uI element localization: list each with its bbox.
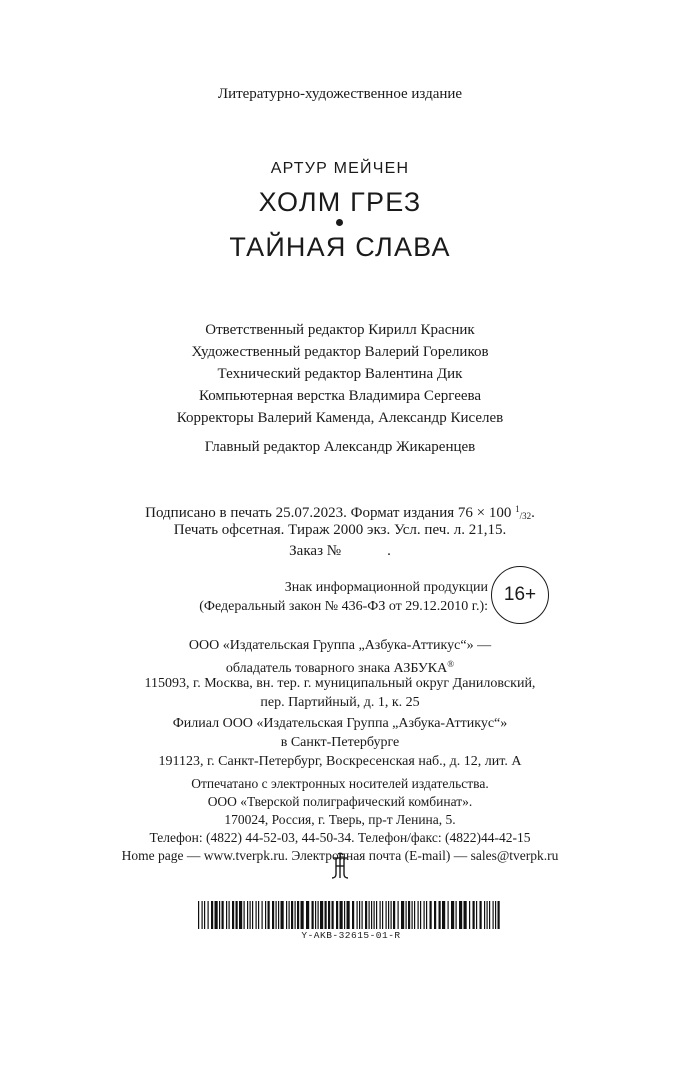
print-order-line xyxy=(0,541,680,562)
printer-line-2: ООО «Тверской полиграфический комбинат». xyxy=(207,794,473,809)
printer-logo-icon xyxy=(331,852,349,880)
title-separator-dot xyxy=(336,219,343,226)
order-label: Заказ № xyxy=(289,543,342,559)
branch-line-3: 191123, г. Санкт-Петербург, Воскресенская наб., д. 12, лит. А xyxy=(158,754,522,769)
publisher-trademark-text: обладатель товарного знака АЗБУКА xyxy=(225,661,448,676)
print-signed-text: Подписано в печать 25.07.2023. Формат издания 76 × 100 xyxy=(145,505,512,521)
credit-layout: Компьютерная верстка Владимира Сергеева xyxy=(198,388,482,404)
format-numerator: 1 xyxy=(515,504,520,514)
book-title-2: ТАЙНАЯ СЛАВА xyxy=(229,232,451,262)
barcode-label: Y-AKB-32615-01-R xyxy=(301,930,401,941)
print-run-line: Печать офсетная. Тираж 2000 экз. Усл. печ. л. 21,15. xyxy=(173,522,507,538)
publisher-line-3: 115093, г. Москва, вн. тер. г. муниципальный округ Даниловский, xyxy=(144,676,536,691)
printer-contacts: Телефон: (4822) 44-52-03, 44-50-34. Телефон/факс: (4822)44-42-15 xyxy=(149,830,531,845)
printer-web-email: Home page — www.tverpk.ru. Электронная почта (E-mail) — sales@tverpk.ru xyxy=(121,848,559,863)
printer-line-1: Отпечатано с электронных носителей издательства. xyxy=(191,776,489,791)
publisher-line-4: пер. Партийный, д. 1, к. 25 xyxy=(260,695,420,710)
book-author: АРТУР МЕЙЧЕН xyxy=(270,160,410,177)
credit-executive-editor: Ответственный редактор Кирилл Красник xyxy=(205,322,475,338)
branch-line-1: Филиал ООО «Издательская Группа „Азбука-Аттикус“» xyxy=(172,716,508,731)
book-title-1: ХОЛМ ГРЕЗ xyxy=(258,187,422,217)
credit-proofreaders: Корректоры Валерий Каменда, Александр Киселев xyxy=(176,410,504,426)
printer-line-3: 170024, Россия, г. Тверь, пр-т Ленина, 5. xyxy=(224,812,456,827)
publisher-line-1: ООО «Издательская Группа „Азбука-Аттикус“» — xyxy=(188,638,492,653)
credit-technical-editor: Технический редактор Валентина Дик xyxy=(217,366,463,382)
rating-label-1: Знак информационной продукции xyxy=(284,580,488,595)
format-denominator: /32 xyxy=(519,511,532,521)
registered-mark: ® xyxy=(447,659,455,669)
age-rating-text: 16+ xyxy=(503,584,537,605)
credit-art-editor: Художественный редактор Валерий Гореликов xyxy=(191,344,489,360)
order-suffix: . xyxy=(387,543,391,559)
format-suffix: . xyxy=(531,505,535,521)
rating-label-2: (Федеральный закон № 436-ФЗ от 29.12.2010 г.): xyxy=(199,599,488,614)
age-rating-badge xyxy=(491,566,549,624)
edition-type: Литературно-художественное издание xyxy=(217,86,463,102)
barcode-bars xyxy=(196,901,506,929)
credit-chief-editor: Главный редактор Александр Жикаренцев xyxy=(204,439,476,455)
branch-line-2: в Санкт-Петербурге xyxy=(280,735,400,750)
